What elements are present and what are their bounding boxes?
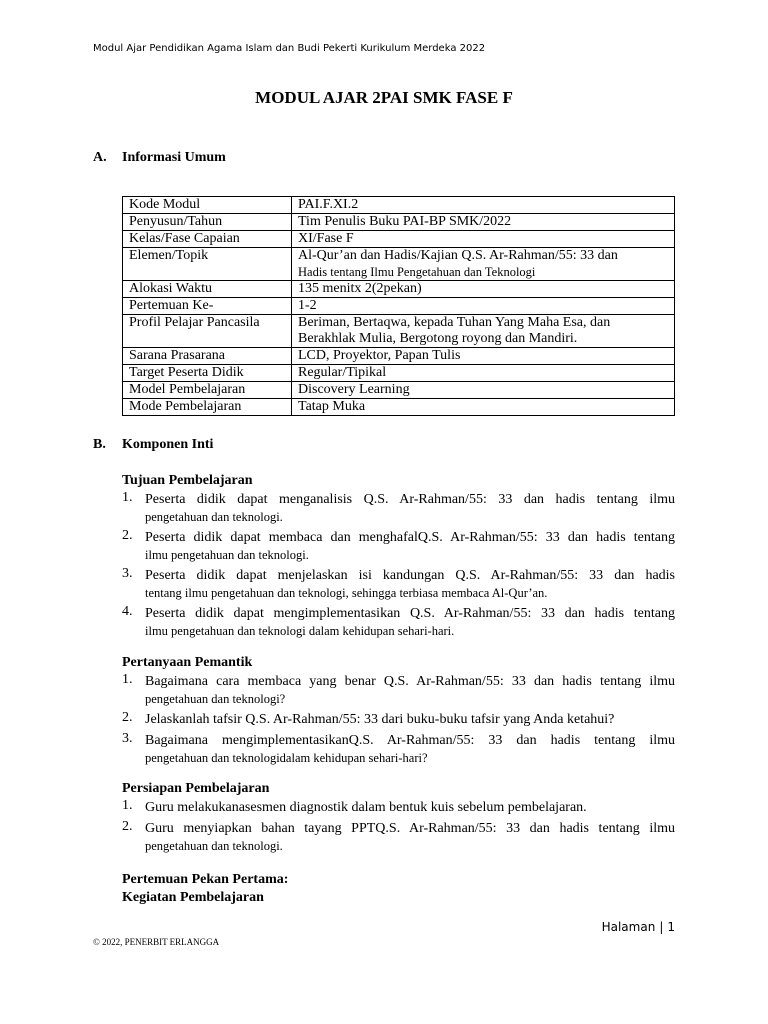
pemantik-heading: Pertanyaan Pemantik <box>122 655 253 670</box>
info-row <box>123 315 675 348</box>
list-item <box>122 566 675 602</box>
page-label: Halaman <box>601 920 656 934</box>
list-text-line: pengetahuan dan teknologi? <box>145 692 286 706</box>
page-separator: | <box>659 920 664 934</box>
info-value-line: XI/Fase F <box>298 231 354 246</box>
info-key: Elemen/Topik <box>123 248 292 281</box>
list-item <box>122 490 675 526</box>
pemantik-list <box>122 672 675 769</box>
list-number: 2. <box>122 819 133 834</box>
info-table <box>122 196 675 416</box>
list-text-line: Guru menyiapkan bahan tayang PPTQ.S. Ar-Rahman/55: 33 dan hadis tentang ilmu <box>145 821 675 836</box>
list-item <box>122 604 675 640</box>
list-text-line: tentang ilmu pengetahuan dan teknologi, sehingga terbiasa membaca Al-Qur’an. <box>145 586 548 600</box>
list-item <box>122 731 675 767</box>
info-row <box>123 365 675 382</box>
list-number: 1. <box>122 798 133 813</box>
info-row <box>123 231 675 248</box>
list-text-line: pengetahuan dan teknologi. <box>145 510 283 524</box>
page-number: 1 <box>667 920 675 934</box>
info-row <box>123 348 675 365</box>
tujuan-list <box>122 490 675 642</box>
running-header: Modul Ajar Pendidikan Agama Islam dan Budi Pekerti Kurikulum Merdeka 2022 <box>93 43 486 54</box>
list-text-line: pengetahuan dan teknologidalam kehidupan sehari-hari? <box>145 751 428 765</box>
info-value <box>292 281 675 298</box>
list-number: 3. <box>122 566 133 581</box>
info-row <box>123 298 675 315</box>
info-value <box>292 298 675 315</box>
info-value <box>292 382 675 399</box>
info-key: Profil Pelajar Pancasila <box>123 315 292 348</box>
info-key: Penyusun/Tahun <box>123 214 292 231</box>
list-item <box>122 710 675 729</box>
info-row <box>123 382 675 399</box>
info-key: Pertemuan Ke- <box>123 298 292 315</box>
info-key: Kelas/Fase Capaian <box>123 231 292 248</box>
list-text-line: Peserta didik dapat mengimplementasikan Q.S. Ar-Rahman/55: 33 dan hadis tentang <box>145 606 675 621</box>
list-text-line: pengetahuan dan teknologi. <box>145 839 283 853</box>
info-value-line: Hadis tentang Ilmu Pengetahuan dan Teknologi <box>298 265 536 279</box>
info-value-line: Discovery Learning <box>298 382 410 397</box>
list-number: 4. <box>122 604 133 619</box>
list-item <box>122 528 675 564</box>
info-key: Mode Pembelajaran <box>123 399 292 416</box>
info-value-line: Tim Penulis Buku PAI-BP SMK/2022 <box>298 214 512 229</box>
info-key: Model Pembelajaran <box>123 382 292 399</box>
info-row <box>123 399 675 416</box>
list-text-line: Jelaskanlah tafsir Q.S. Ar-Rahman/55: 33 dari buku-buku tafsir yang Anda ketahui? <box>145 712 615 727</box>
list-text-line: Peserta didik dapat menjelaskan isi kandungan Q.S. Ar-Rahman/55: 33 dan hadis <box>145 568 675 583</box>
info-value <box>292 348 675 365</box>
persiapan-heading: Persiapan Pembelajaran <box>122 781 270 796</box>
info-key: Target Peserta Didik <box>123 365 292 382</box>
list-number: 3. <box>122 731 133 746</box>
kegiatan-heading: Kegiatan Pembelajaran <box>122 890 264 905</box>
info-row <box>123 197 675 214</box>
list-text-line: Bagaimana mengimplementasikanQ.S. Ar-Rahman/55: 33 dan hadis tentang ilmu <box>145 733 675 748</box>
pertemuan-heading: Pertemuan Pekan Pertama: <box>122 872 289 887</box>
info-row <box>123 248 675 281</box>
info-value-line: 1-2 <box>298 298 317 313</box>
info-row <box>123 281 675 298</box>
page-title: MODUL AJAR 2PAI SMK FASE F <box>255 88 513 107</box>
list-number: 1. <box>122 672 133 687</box>
info-value-line: Berakhlak Mulia, Bergotong royong dan Mandiri. <box>298 331 578 346</box>
info-value-line: PAI.F.XI.2 <box>298 197 359 212</box>
list-text-line: Peserta didik dapat membaca dan menghafalQ.S. Ar-Rahman/55: 33 dan hadis tentang <box>145 530 675 545</box>
info-key: Sarana Prasarana <box>123 348 292 365</box>
section-b-heading <box>93 437 213 453</box>
persiapan-list <box>122 798 675 857</box>
list-item <box>122 798 675 817</box>
section-a-label: Informasi Umum <box>122 150 226 165</box>
list-text-line: Peserta didik dapat menganalisis Q.S. Ar-Rahman/55: 33 dan hadis tentang ilmu <box>145 492 675 507</box>
list-text-line: ilmu pengetahuan dan teknologi. <box>145 548 309 562</box>
info-value <box>292 399 675 416</box>
list-number: 2. <box>122 710 133 725</box>
info-value-line: Regular/Tipikal <box>298 365 387 380</box>
tujuan-heading: Tujuan Pembelajaran <box>122 473 253 488</box>
info-value <box>292 248 675 281</box>
section-a-letter: A. <box>93 150 107 165</box>
section-a-heading <box>93 150 226 166</box>
list-number: 1. <box>122 490 133 505</box>
info-value <box>292 231 675 248</box>
info-value <box>292 365 675 382</box>
info-key: Alokasi Waktu <box>123 281 292 298</box>
copyright-footer: © 2022, PENERBIT ERLANGGA <box>93 937 220 947</box>
info-value <box>292 315 675 348</box>
info-value-line: 135 menitx 2(2pekan) <box>298 281 422 296</box>
info-row <box>123 214 675 231</box>
list-item <box>122 819 675 855</box>
info-value <box>292 214 675 231</box>
info-value <box>292 197 675 214</box>
info-value-line: Al-Qur’an dan Hadis/Kajian Q.S. Ar-Rahman/55: 33 dan <box>298 248 618 263</box>
section-b-label: Komponen Inti <box>122 437 214 452</box>
page-footer-number <box>602 920 675 934</box>
list-text-line: ilmu pengetahuan dan teknologi dalam kehidupan sehari-hari. <box>145 624 455 638</box>
list-item <box>122 672 675 708</box>
list-text-line: Bagaimana cara membaca yang benar Q.S. Ar-Rahman/55: 33 dan hadis tentang ilmu <box>145 674 675 689</box>
list-number: 2. <box>122 528 133 543</box>
info-key: Kode Modul <box>123 197 292 214</box>
list-text-line: Guru melakukanasesmen diagnostik dalam bentuk kuis sebelum pembelajaran. <box>145 800 587 815</box>
info-value-line: Beriman, Bertaqwa, kepada Tuhan Yang Maha Esa, dan <box>298 315 611 330</box>
info-value-line: LCD, Proyektor, Papan Tulis <box>298 348 461 363</box>
info-value-line: Tatap Muka <box>298 399 366 414</box>
section-b-letter: B. <box>93 437 106 452</box>
